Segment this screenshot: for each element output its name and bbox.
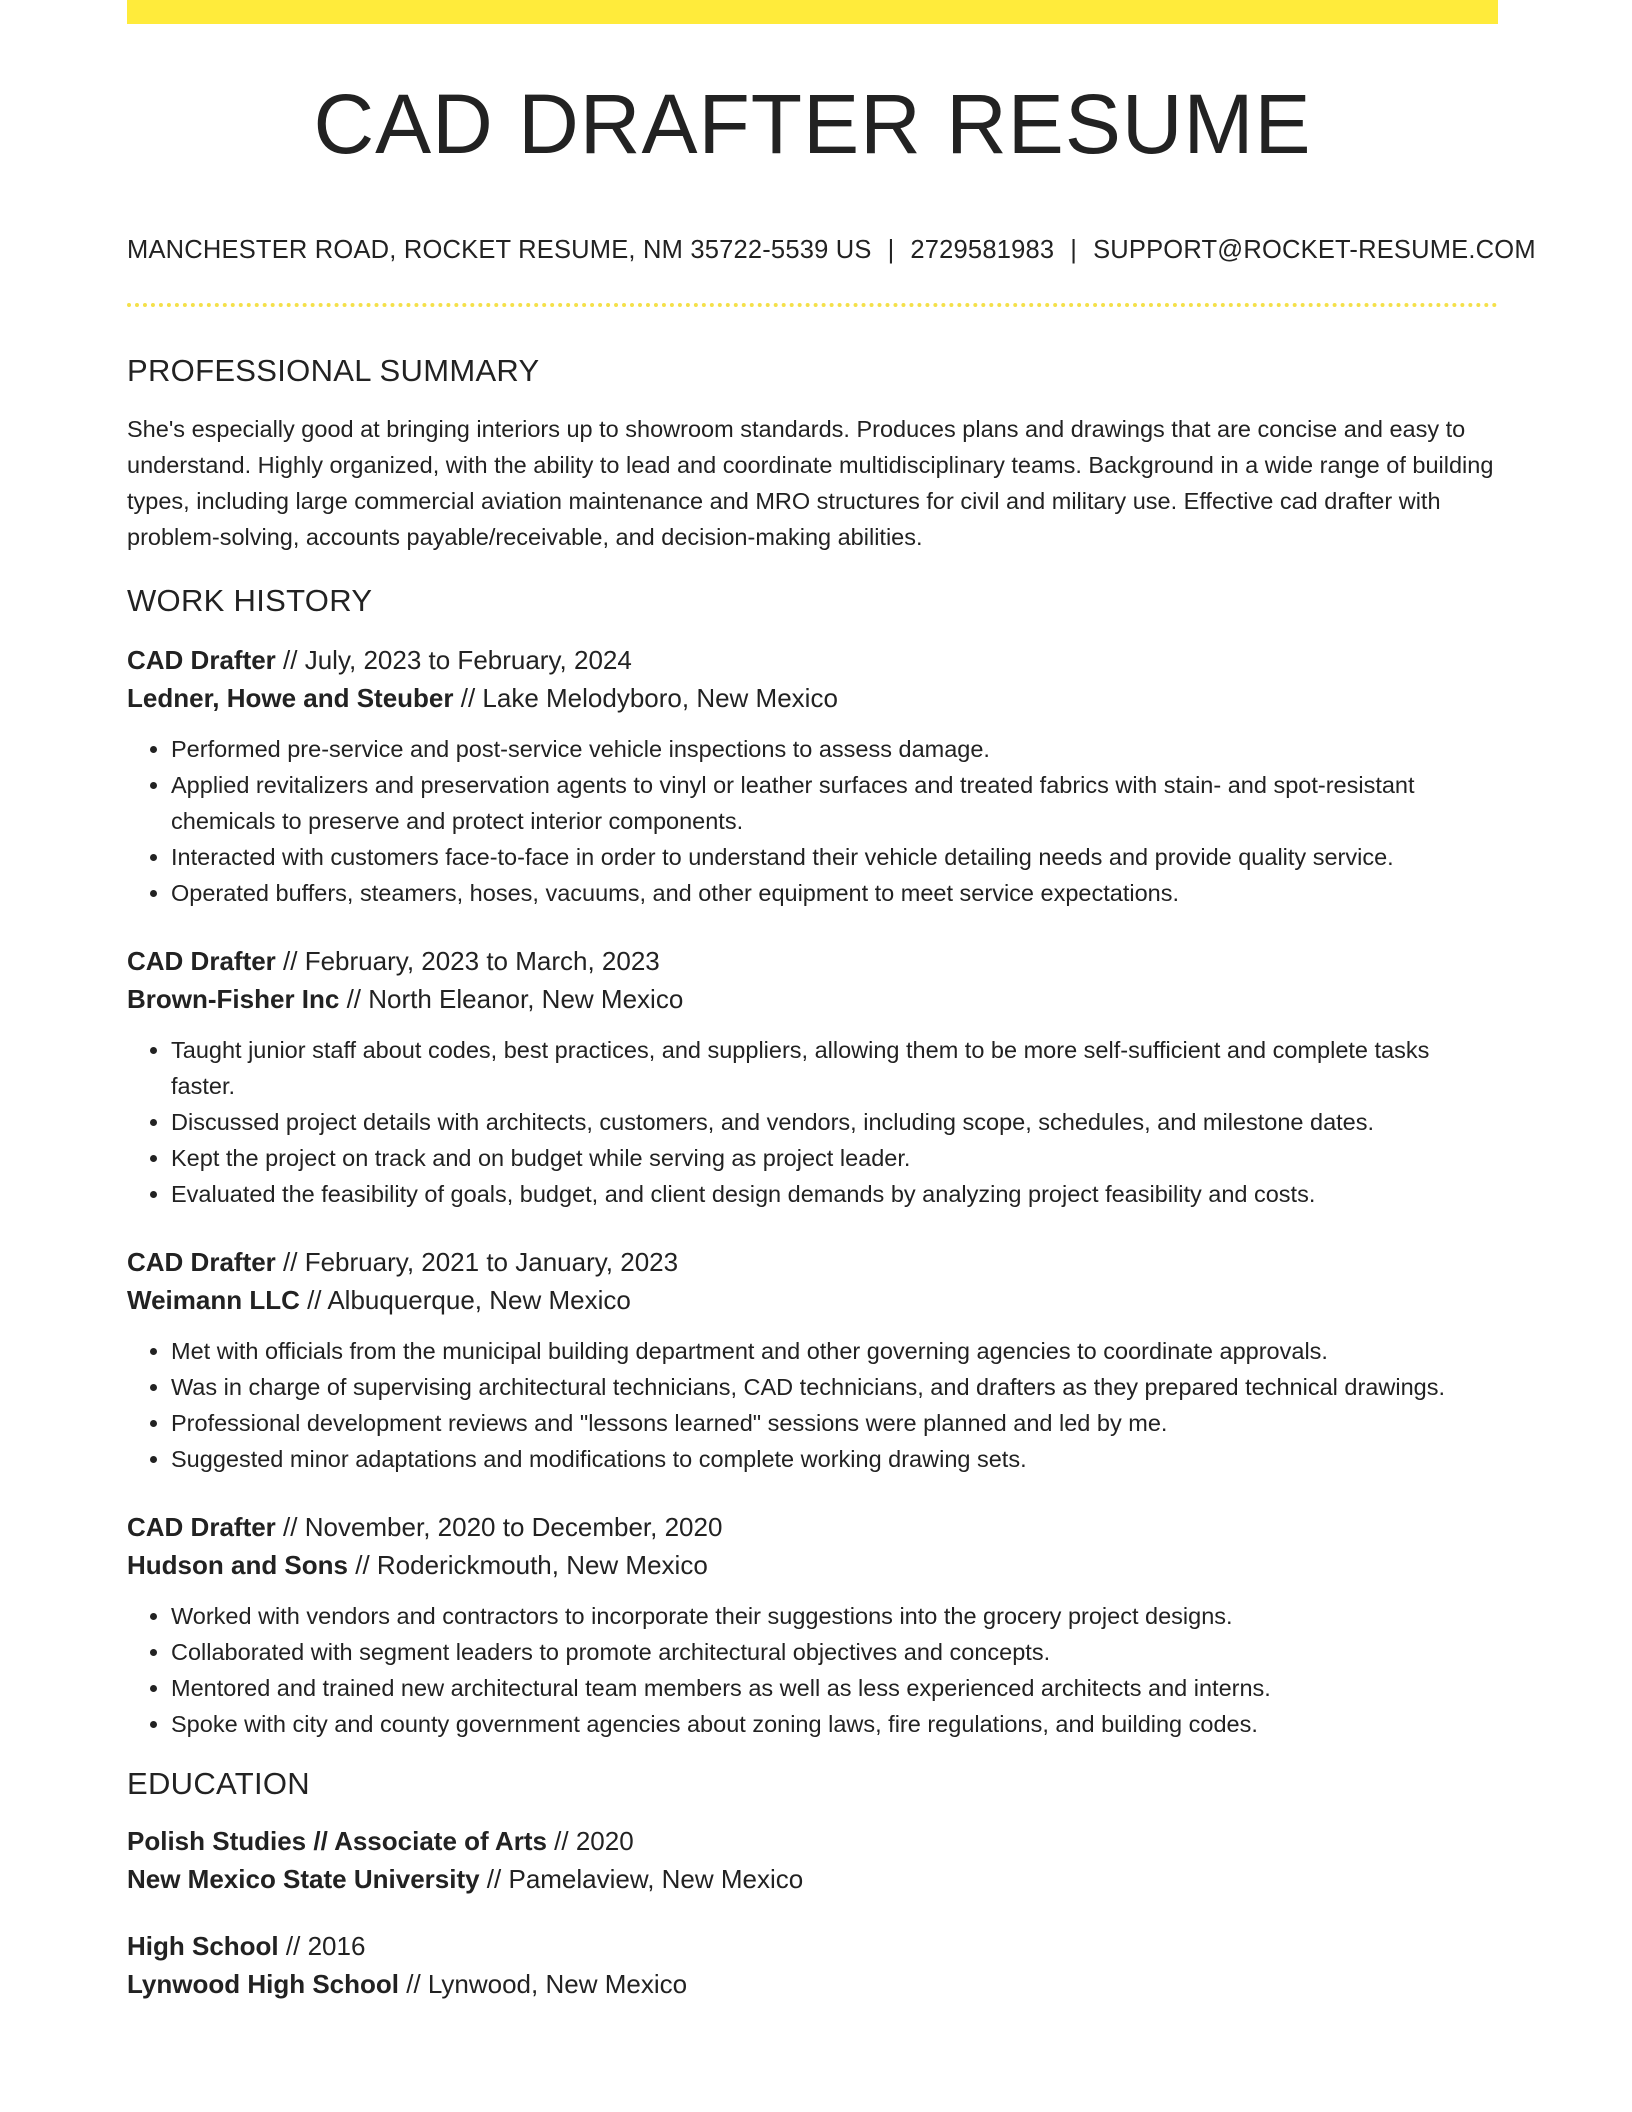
job-bullets [127,1598,1498,1742]
job-bullet: • Kept the project on track and on budget while serving as project leader. [171,1140,1498,1176]
education-degree-line [127,1822,1498,1860]
page-title: CAD DRAFTER RESUME [313,77,1312,171]
resume-page [127,0,1536,2003]
job-bullets [127,1032,1498,1212]
education-entry [127,1822,1498,1898]
job-dates: // July, 2023 to February, 2024 [275,645,632,675]
job-company: Ledner, Howe and Steuber [127,683,454,713]
job-bullet: • Suggested minor adaptations and modifications to complete working drawing sets. [171,1441,1498,1477]
job-location: // Lake Melodyboro, New Mexico [453,683,838,713]
contact-separator: | [887,236,895,264]
job-bullet: • Was in charge of supervising architectural technicians, CAD technicians, and drafters as they prepared technical drawings. [171,1369,1498,1405]
job-company-line [127,679,1498,717]
job-bullet: • Applied revitalizers and preservation agents to vinyl or leather surfaces and treated fabrics with stain- and spot-resistant chemicals to preserve and protect interior components. [171,767,1498,839]
job-bullet: • Discussed project details with architects, customers, and vendors, including scope, schedules, and milestone dates. [171,1104,1498,1140]
job-company-line [127,1546,1498,1584]
education-school: Lynwood High School [127,1969,400,1999]
job-company: Brown-Fisher Inc [127,984,340,1014]
job-bullet: • Spoke with city and county government agencies about zoning laws, fire regulations, and building codes. [171,1706,1498,1742]
dotted-divider [127,303,1498,307]
education-year: // 2020 [546,1826,634,1856]
work-history-heading: WORK HISTORY [127,583,373,618]
job-entry [127,1508,1498,1742]
job-dates: // February, 2023 to March, 2023 [275,946,660,976]
education-list [127,1822,1498,2003]
contact-line [127,236,1536,265]
job-title-line [127,641,1498,679]
job-bullet: • Evaluated the feasibility of goals, budget, and client design demands by analyzing project feasibility and costs. [171,1176,1498,1212]
job-entry [127,641,1498,911]
job-bullet: • Performed pre-service and post-service vehicle inspections to assess damage. [171,731,1498,767]
job-dates: // November, 2020 to December, 2020 [275,1512,723,1542]
job-company-line [127,1281,1498,1319]
job-title-line [127,942,1498,980]
job-entry [127,1243,1498,1477]
job-bullet: • Operated buffers, steamers, hoses, vacuums, and other equipment to meet service expectations. [171,875,1498,911]
work-history-list [127,641,1498,1742]
education-school-line [127,1965,1498,2003]
contact-email: SUPPORT@ROCKET-RESUME.COM [1093,236,1536,264]
job-bullet: • Professional development reviews and "lessons learned" sessions were planned and led by me. [171,1405,1498,1441]
job-bullets [127,731,1498,911]
accent-top-bar [127,0,1498,24]
job-title-line [127,1243,1498,1281]
education-school: New Mexico State University [127,1864,480,1894]
job-bullet: • Worked with vendors and contractors to incorporate their suggestions into the grocery project designs. [171,1598,1498,1634]
contact-address: MANCHESTER ROAD, ROCKET RESUME, NM 35722-5539 US [127,236,872,264]
education-location: // Pamelaview, New Mexico [479,1864,804,1894]
job-bullet: • Mentored and trained new architectural team members as well as less experienced architects and interns. [171,1670,1498,1706]
education-location: // Lynwood, New Mexico [399,1969,688,1999]
job-company: Weimann LLC [127,1285,300,1315]
job-bullet: • Interacted with customers face-to-face in order to understand their vehicle detailing needs and provide quality service. [171,839,1498,875]
job-location: // North Eleanor, New Mexico [339,984,684,1014]
education-degree: Polish Studies // Associate of Arts [127,1826,547,1856]
job-title: CAD Drafter [127,645,276,675]
summary-text: She's especially good at bringing interiors up to showroom standards. Produces plans and drawings that are concise and easy to understand. Highly organized, with the ability to lead and coordinate multidisciplinary teams. Background in a wide range of building types, including large commercial aviation maintenance and MRO structures for civil and military use. Effective cad drafter with problem-solving, accounts payable/receivable, and decision-making abilities. [127,416,1494,550]
job-entry [127,942,1498,1212]
job-title-line [127,1508,1498,1546]
education-year: // 2016 [278,1931,366,1961]
education-degree-line [127,1927,1498,1965]
job-company: Hudson and Sons [127,1550,348,1580]
job-title: CAD Drafter [127,1512,276,1542]
contact-phone: 2729581983 [910,236,1055,264]
education-heading: EDUCATION [127,1766,310,1801]
job-bullet: • Taught junior staff about codes, best practices, and suppliers, allowing them to be more self-sufficient and complete tasks faster. [171,1032,1498,1104]
job-title: CAD Drafter [127,946,276,976]
education-school-line [127,1860,1498,1898]
job-title: CAD Drafter [127,1247,276,1277]
job-location: // Roderickmouth, New Mexico [348,1550,708,1580]
job-bullets [127,1333,1498,1477]
education-entry [127,1927,1498,2003]
contact-separator: | [1070,236,1078,264]
job-dates: // February, 2021 to January, 2023 [275,1247,679,1277]
summary-heading: PROFESSIONAL SUMMARY [127,353,540,388]
job-bullet: • Collaborated with segment leaders to promote architectural objectives and concepts. [171,1634,1498,1670]
education-degree: High School [127,1931,279,1961]
job-bullet: • Met with officials from the municipal building department and other governing agencies to coordinate approvals. [171,1333,1498,1369]
job-company-line [127,980,1498,1018]
job-location: // Albuquerque, New Mexico [299,1285,631,1315]
